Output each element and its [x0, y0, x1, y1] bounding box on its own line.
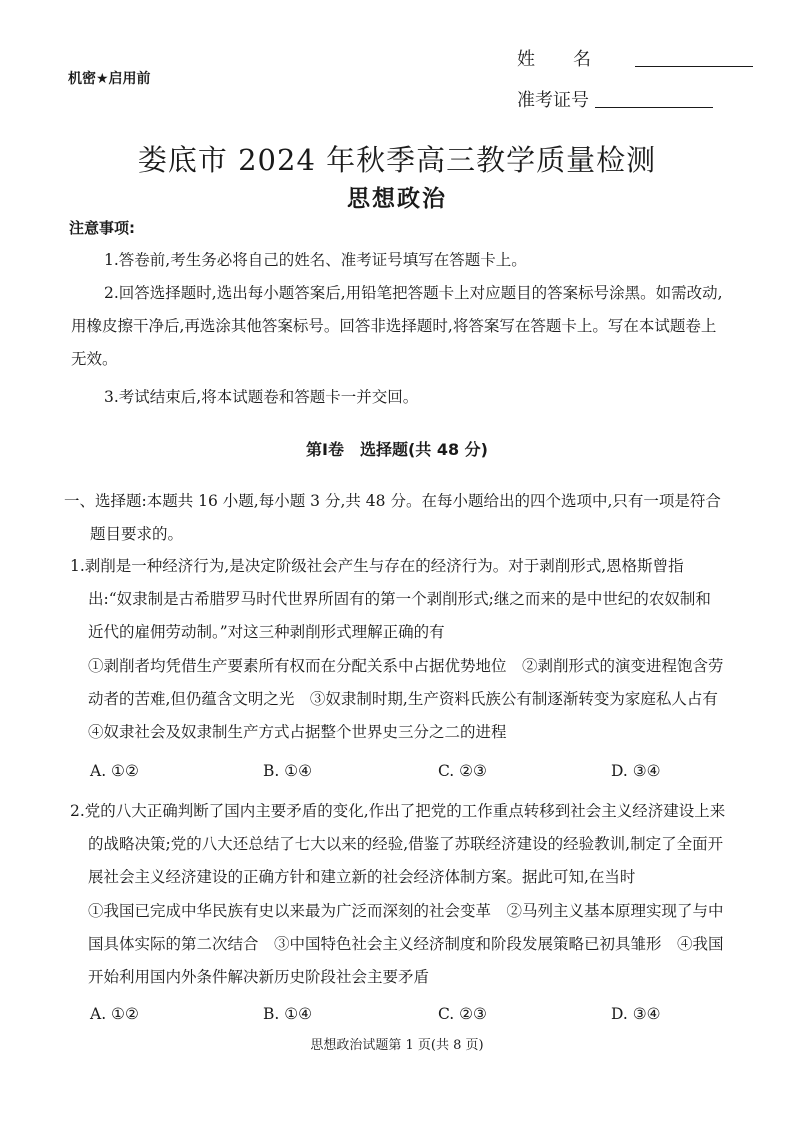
name-blank-line — [635, 66, 753, 67]
question-2-stem: 2.党的八大正确判断了国内主要矛盾的变化,作出了把党的工作重点转移到社会主义经济建设上来的战略决策;党的八大还总结了七大以来的经验,借鉴了苏联经济建设的经验教训,制定了全面开展社会主义经济建设的正确方针和建立新的社会经济体制方案。据此可知,在当时 — [70, 802, 726, 886]
page-footer: 思想政治试题第 1 页(共 8 页) — [310, 1038, 484, 1053]
subject-title: 思想政治 — [347, 186, 447, 212]
note-item-3: 3.考试结束后,将本试题卷和答题卡一并交回。 — [104, 388, 419, 406]
note-item-2: 2.回答选择题时,选出每小题答案后,用铅笔把答题卡上对应题目的答案标号涂黑。如需改动,用橡皮擦干净后,再选涂其他答案标号。回答非选择题时,将答案写在答题卡上。写在本试题卷上无效。 — [71, 284, 723, 368]
exam-title: 娄底市 2024 年秋季高三教学质量检测 — [137, 143, 657, 177]
name-field — [517, 45, 753, 71]
section-title: 第Ⅰ卷 选择题(共 48 分) — [306, 440, 488, 459]
question-1-option-a[interactable]: A. ①② — [90, 762, 139, 780]
exam-id-field — [517, 86, 713, 112]
question-1-stem: 1.剥削是一种经济行为,是决定阶级社会产生与存在的经济行为。对于剥削形式,恩格斯曾指出:“奴隶制是古希腊罗马时代世界所固有的第一个剥削形式;继之而来的是中世纪的农奴制和近代的雇佣劳动制。”对这三种剥削形式理解正确的有 — [70, 557, 711, 641]
question-2-option-a[interactable]: A. ①② — [90, 1005, 139, 1023]
question-1-option-c[interactable]: C. ②③ — [438, 762, 487, 780]
question-2-statements: ①我国已完成中华民族有史以来最为广泛而深刻的社会变革 ②马列主义基本原理实现了与中国具体实际的第二次结合 ③中国特色社会主义经济制度和阶段发展策略已初具雏形 ④我国开始利用国内外条件解决新历史阶段社会主要矛盾 — [88, 902, 724, 986]
exam-id-blank-line — [595, 107, 713, 108]
exam-id-label: 准考证号 — [517, 90, 589, 111]
question-1-option-d[interactable]: D. ③④ — [611, 762, 661, 780]
question-1-statements: ①剥削者均凭借生产要素所有权而在分配关系中占据优势地位 ②剥削形式的演变进程饱含劳动者的苦难,但仍蕴含文明之光 ③奴隶制时期,生产资料氏族公有制逐渐转变为家庭私人占有 ④奴隶社会及奴隶制生产方式占据整个世界史三分之二的进程 — [88, 657, 734, 741]
name-label: 姓名 — [517, 49, 629, 70]
notes-heading: 注意事项: — [69, 219, 135, 237]
question-2-option-c[interactable]: C. ②③ — [438, 1005, 487, 1023]
section-instruction: 一、选择题:本题共 16 小题,每小题 3 分,共 48 分。在每小题给出的四个选项中,只有一项是符合题目要求的。 — [64, 492, 721, 543]
question-2-option-d[interactable]: D. ③④ — [611, 1005, 661, 1023]
confidential-label: 机密★启用前 — [68, 71, 151, 87]
question-1-option-b[interactable]: B. ①④ — [263, 762, 313, 780]
question-2-option-b[interactable]: B. ①④ — [263, 1005, 313, 1023]
note-item-1: 1.答卷前,考生务必将自己的姓名、准考证号填写在答题卡上。 — [104, 251, 527, 269]
